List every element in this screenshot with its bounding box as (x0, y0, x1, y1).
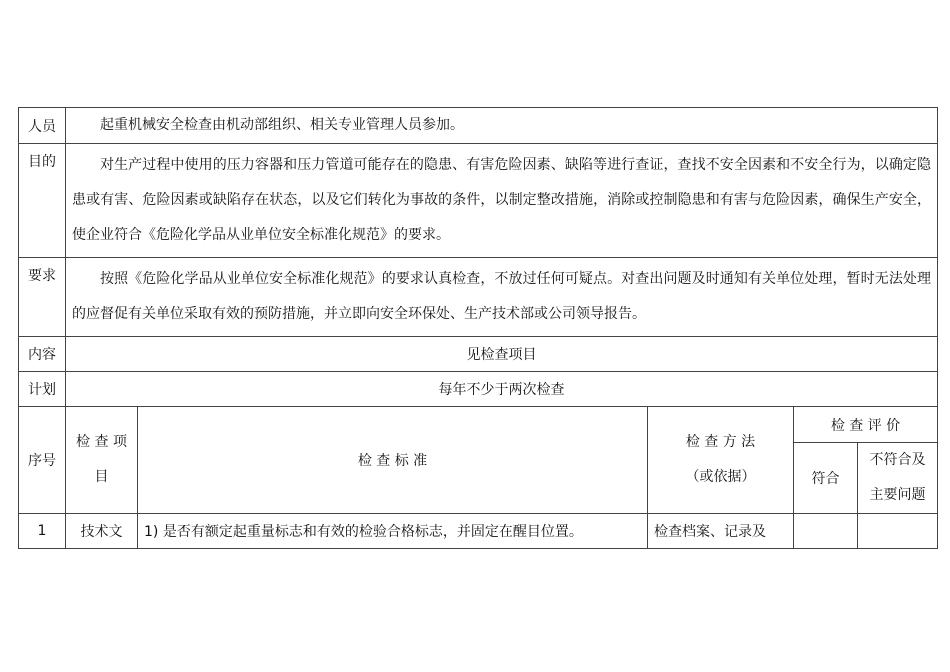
nonconform-header (858, 443, 938, 514)
item-header-line2: 目 (94, 469, 109, 485)
method-header-line2: （或依据） (685, 469, 756, 485)
purpose-text: 对生产过程中使用的压力容器和压力管道可能存在的隐患、有害危险因素、缺陷等进行查证，查找不安全因素和不安全行为，以确定隐患或有害、危险因素或缺陷存在状态，以及它们转化为事故的条件，以制定整改措施，消除或控制隐患和有害与危险因素，确保生产安全，使企业符合《危险化学品从业单位安全标准化规范》的要求。 (66, 144, 938, 258)
seq-header: 序号 (19, 407, 66, 514)
plan-label: 计划 (19, 372, 66, 407)
plan-text: 每年不少于两次检查 (66, 372, 938, 407)
plan-row (19, 372, 938, 407)
personnel-row (19, 108, 938, 144)
evaluation-header: 检 查 评 价 (794, 407, 938, 443)
purpose-row (19, 144, 938, 258)
requirement-row (19, 258, 938, 337)
nonconform-header-line2: 主要问题 (869, 487, 926, 503)
standard-header: 检 查 标 准 (138, 407, 648, 514)
inspection-table (18, 107, 938, 549)
requirement-label: 要求 (19, 258, 66, 337)
personnel-label: 人员 (19, 108, 66, 144)
item-method: 检查档案、记录及 (648, 514, 794, 549)
item-seq: 1 (19, 514, 66, 549)
item-conform (794, 514, 858, 549)
content-label: 内容 (19, 337, 66, 372)
conform-header: 符合 (794, 443, 858, 514)
item-issue (858, 514, 938, 549)
content-row (19, 337, 938, 372)
method-header (648, 407, 794, 514)
method-header-line1: 检 查 方 法 (685, 434, 756, 450)
item-standard: 1) 是否有额定起重量标志和有效的检验合格标志，并固定在醒目位置。 (138, 514, 648, 549)
personnel-text: 起重机械安全检查由机动部组织、相关专业管理人员参加。 (66, 108, 938, 144)
table-row (19, 514, 938, 549)
item-name: 技术文 (66, 514, 138, 549)
content-text: 见检查项目 (66, 337, 938, 372)
item-header-line1: 检 查 项 (76, 434, 127, 450)
purpose-label: 目的 (19, 144, 66, 258)
header-row-1 (19, 407, 938, 443)
requirement-text: 按照《危险化学品从业单位安全标准化规范》的要求认真检查，不放过任何可疑点。对查出问题及时通知有关单位处理，暂时无法处理的应督促有关单位采取有效的预防措施，并立即向安全环保处、生产技术部或公司领导报告。 (66, 258, 938, 337)
item-header (66, 407, 138, 514)
nonconform-header-line1: 不符合及 (869, 452, 926, 468)
